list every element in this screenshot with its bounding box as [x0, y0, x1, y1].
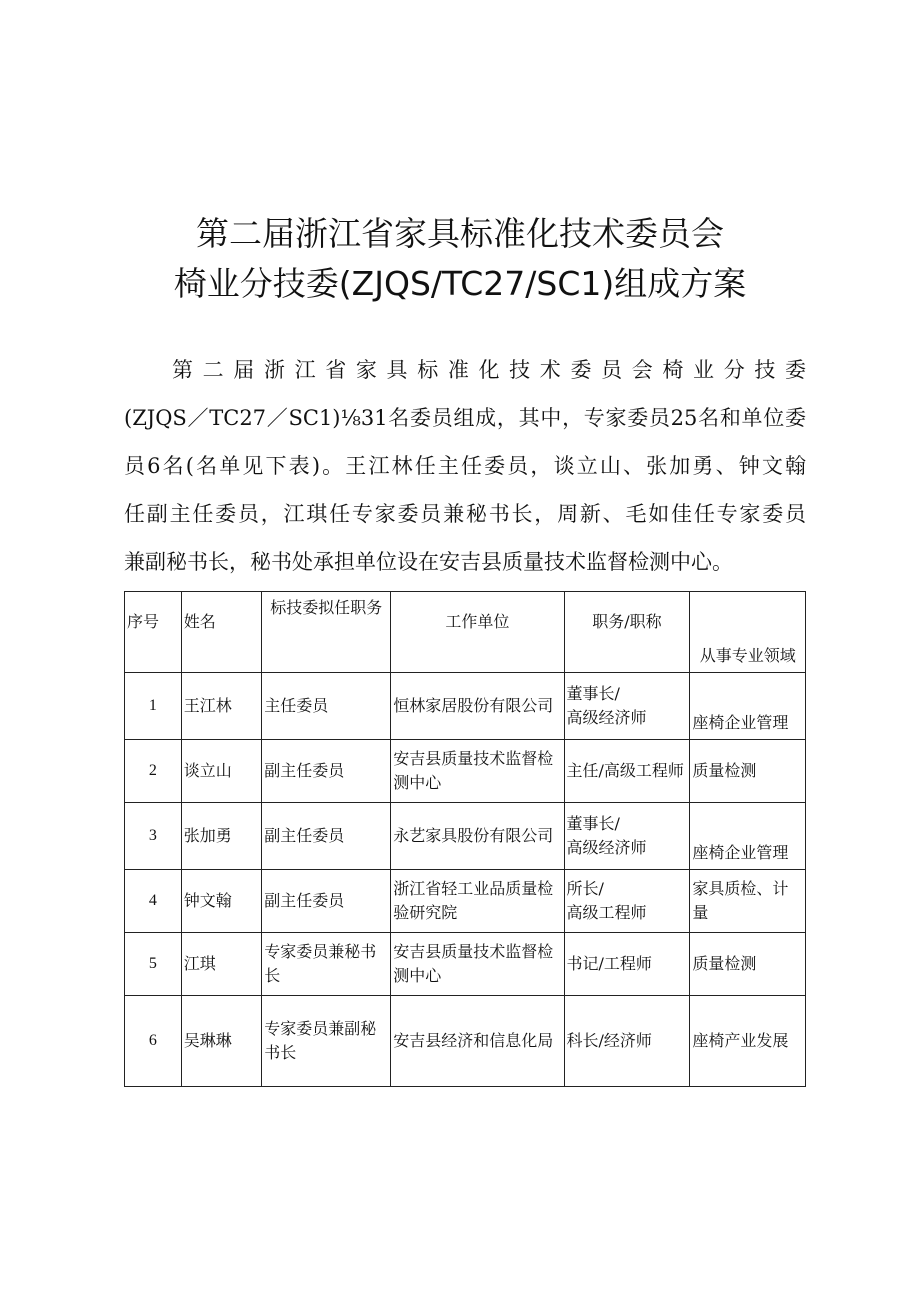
cell-position-title — [564, 740, 690, 803]
intro-line-3: 员6名(名单见下表)。王江林任主任委员，谈立山、张加勇、钟文翰 — [124, 454, 806, 478]
cell-work-unit — [391, 996, 564, 1087]
cell-position-title: 科长/经济师 — [564, 996, 690, 1087]
cell-committee-role: 副主任委员 — [262, 740, 391, 803]
cell-name: 谈立山 — [181, 740, 261, 803]
cell-professional-field: 座椅企业管理 — [690, 673, 806, 740]
table-row — [125, 673, 806, 740]
cell-position-title — [564, 870, 690, 933]
cell-professional-field: 质量检测 — [690, 933, 806, 996]
cell-work-unit-text: 浙江省轻工业品质量检验研究院 — [393, 879, 554, 922]
cell-committee-role-text: 专家委员兼秘书长 — [264, 942, 377, 985]
cell-name: 张加勇 — [181, 803, 261, 870]
cell-work-unit — [391, 933, 564, 996]
table-row — [125, 996, 806, 1087]
cell-name: 钟文翰 — [181, 870, 261, 933]
cell-professional-field: 座椅产业发展 — [690, 996, 806, 1087]
table-row — [125, 803, 806, 870]
cell-position-title — [564, 803, 690, 870]
intro-line-5: 兼副秘书长，秘书处承担单位设在安吉县质量技术监督检测中心。 — [124, 550, 733, 574]
cell-number: 4 — [125, 870, 182, 933]
header-committee-role — [262, 592, 391, 673]
cell-committee-role — [262, 933, 391, 996]
cell-work-unit — [391, 740, 564, 803]
document-title-line-2: 椅业分技委(ZJQS/TC27/SC1)组成方案 — [173, 264, 747, 303]
cell-work-unit — [391, 803, 564, 870]
cell-position-title-text: 所长/ 高级工程师 — [566, 879, 647, 922]
cell-number: 5 — [125, 933, 182, 996]
cell-number: 3 — [125, 803, 182, 870]
cell-number: 6 — [125, 996, 182, 1087]
cell-committee-role: 副主任委员 — [262, 870, 391, 933]
cell-position-title: 书记/工程师 — [564, 933, 690, 996]
header-name: 姓名 — [181, 592, 261, 673]
intro-line-1: 第二届浙江省家具标准化技术委员会椅业分技委 — [172, 358, 806, 382]
header-professional-field: 从事专业领域 — [690, 592, 806, 673]
cell-work-unit-text: 安吉县质量技术监督检测中心 — [393, 749, 554, 792]
cell-professional-field — [690, 870, 806, 933]
cell-work-unit — [391, 870, 564, 933]
table-row — [125, 740, 806, 803]
cell-work-unit-text: 恒林家居股份有限公司 — [393, 696, 554, 715]
cell-work-unit — [391, 673, 564, 740]
cell-number: 2 — [125, 740, 182, 803]
cell-work-unit-text: 安吉县经济和信息化局 — [393, 1031, 554, 1050]
cell-professional-field: 质量检测 — [690, 740, 806, 803]
header-number: 序号 — [125, 592, 182, 673]
cell-committee-role-text: 专家委员兼副秘书长 — [264, 1019, 377, 1062]
cell-committee-role — [262, 996, 391, 1087]
table-header-row — [125, 592, 806, 673]
cell-committee-role: 主任委员 — [262, 673, 391, 740]
cell-professional-field: 座椅企业管理 — [690, 803, 806, 870]
intro-line-2: (ZJQS／TC27／SC1)⅛31名委员组成，其中，专家委员25名和单位委 — [124, 406, 806, 430]
document-title-line-1: 第二届浙江省家具标准化技术委员会 — [196, 214, 724, 253]
table-row — [125, 933, 806, 996]
cell-professional-field-text: 家具质检、计量 — [692, 879, 789, 922]
cell-name: 江琪 — [181, 933, 261, 996]
cell-committee-role: 副主任委员 — [262, 803, 391, 870]
header-committee-role-text: 标技委拟任职务 — [270, 598, 383, 617]
header-position-title: 职务/职称 — [564, 592, 690, 673]
cell-work-unit-text: 永艺家具股份有限公司 — [393, 826, 554, 845]
intro-line-4: 任副主任委员，江琪任专家委员兼秘书长，周新、毛如佳任专家委员 — [124, 502, 806, 526]
cell-position-title-text: 董事长/ 高级经济师 — [566, 684, 647, 727]
cell-position-title-text: 董事长/ 高级经济师 — [566, 814, 647, 857]
committee-roster-table — [124, 591, 806, 1087]
cell-position-title-text: 主任/高级工程师 — [566, 761, 684, 780]
intro-paragraph — [124, 346, 806, 586]
cell-work-unit-text: 安吉县质量技术监督检测中心 — [393, 942, 554, 985]
header-work-unit: 工作单位 — [391, 592, 564, 673]
cell-name: 王江林 — [181, 673, 261, 740]
cell-name: 吴琳琳 — [181, 996, 261, 1087]
cell-position-title — [564, 673, 690, 740]
cell-number: 1 — [125, 673, 182, 740]
table-row — [125, 870, 806, 933]
